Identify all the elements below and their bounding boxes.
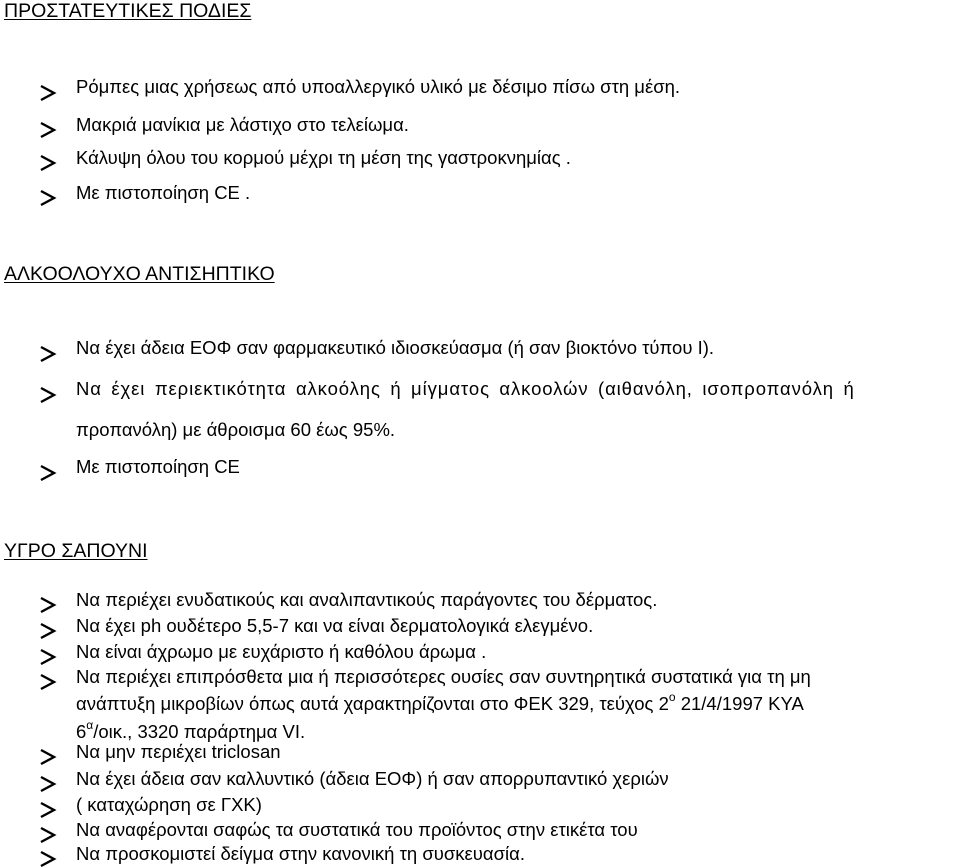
bullet-icon: [38, 141, 58, 174]
list-item-text: Να έχει άδεια ΕΟΦ σαν φαρμακευτικό ιδιοσκεύασμα (ή σαν βιοκτόνο τύπου Ι).: [76, 337, 715, 358]
list-item-text: Να έχει ph ουδέτερο 5,5-7 και να είναι δερματολογικά ελεγμένο.: [76, 615, 594, 636]
list-item-text: Να μην περιέχει triclosan: [76, 741, 281, 762]
list-item-text-continuation: [76, 690, 804, 718]
superscript: α: [86, 718, 94, 732]
section-heading-liquid-soap: ΥΓΡΟ ΣΑΠΟΥΝΙ: [4, 540, 148, 562]
text-fragment: /οικ., 3320 παράρτημα VI.: [93, 721, 306, 742]
list-item-text: Να περιέχει ενυδατικούς και αναλιπαντικούς παράγοντες του δέρματος.: [76, 589, 658, 610]
bullet-icon: [38, 66, 58, 108]
superscript: ο: [668, 690, 676, 704]
bullet-icon: [38, 368, 58, 410]
bullet-icon: [38, 327, 58, 369]
list-item-text: Να αναφέρονται σαφώς τα συστατικά του προϊόντος στην ετικέτα του: [76, 819, 638, 840]
list-item-text: Με πιστοποίηση CE .: [76, 182, 251, 203]
list-item-text: Μακριά μανίκια με λάστιχο στο τελείωμα.: [76, 114, 409, 135]
bullet-icon: [38, 176, 58, 209]
list-item-text: Να προσκομιστεί δείγμα στην κανονική τη συσκευασία.: [76, 843, 525, 864]
list-item-text: Ρόμπες μιας χρήσεως από υποαλλεργικό υλικό με δέσιμο πίσω στη μέση.: [76, 76, 681, 97]
text-fragment: 21/4/1997 ΚΥΑ: [675, 693, 804, 714]
list-item-text: Να έχει άδεια σαν καλλυντικό (άδεια ΕΟΦ) ή σαν απορρυπαντικό χεριών: [76, 768, 669, 789]
section-heading-protective-gowns: ΠΡΟΣΤΑΤΕΥΤΙΚΕΣ ΠΟΔΙΕΣ: [4, 0, 252, 22]
bullet-icon: [38, 446, 58, 488]
list-item-text: Με πιστοποίηση CE: [76, 456, 240, 477]
bullet-icon: [38, 765, 58, 793]
bullet-icon: [38, 586, 58, 614]
bullet-icon: [38, 108, 58, 141]
list-item-text: Κάλυψη όλου του κορμού μέχρι τη μέση της γαστροκνημίας .: [76, 147, 571, 168]
section-heading-alcohol-antiseptic: ΑΛΚΟΟΛΟΥΧΟ ΑΝΤΙΣΗΠΤΙΚΟ: [4, 263, 275, 285]
bullet-icon: [38, 638, 58, 666]
text-fragment: ανάπτυξη μικροβίων όπως αυτά χαρακτηρίζονται στο ΦΕΚ 329, τεύχος 2: [76, 693, 669, 714]
list-item-text-continuation: προπανόλη) με άθροισμα 60 έως 95%.: [76, 419, 396, 440]
bullet-icon: [38, 612, 58, 640]
bullet-icon: [38, 840, 58, 868]
list-item-text: Να έχει περιεκτικότητα αλκοόλης ή μίγματος αλκοολών (αιθανόλη, ισοπροπανόλη ή: [76, 378, 855, 399]
list-item-text: Να περιέχει επιπρόσθετα μια ή περισσότερες ουσίες σαν συντηρητικά συστατικά για τη μη: [76, 666, 811, 687]
bullet-icon: [38, 663, 58, 691]
list-item-text: ( καταχώρηση σε ΓΧΚ): [76, 794, 262, 815]
bullet-icon: [38, 738, 58, 766]
text-fragment: 6: [76, 721, 87, 742]
bullet-icon: [38, 791, 58, 819]
list-item-text: Να είναι άχρωμο με ευχάριστο ή καθόλου άρωμα .: [76, 641, 487, 662]
